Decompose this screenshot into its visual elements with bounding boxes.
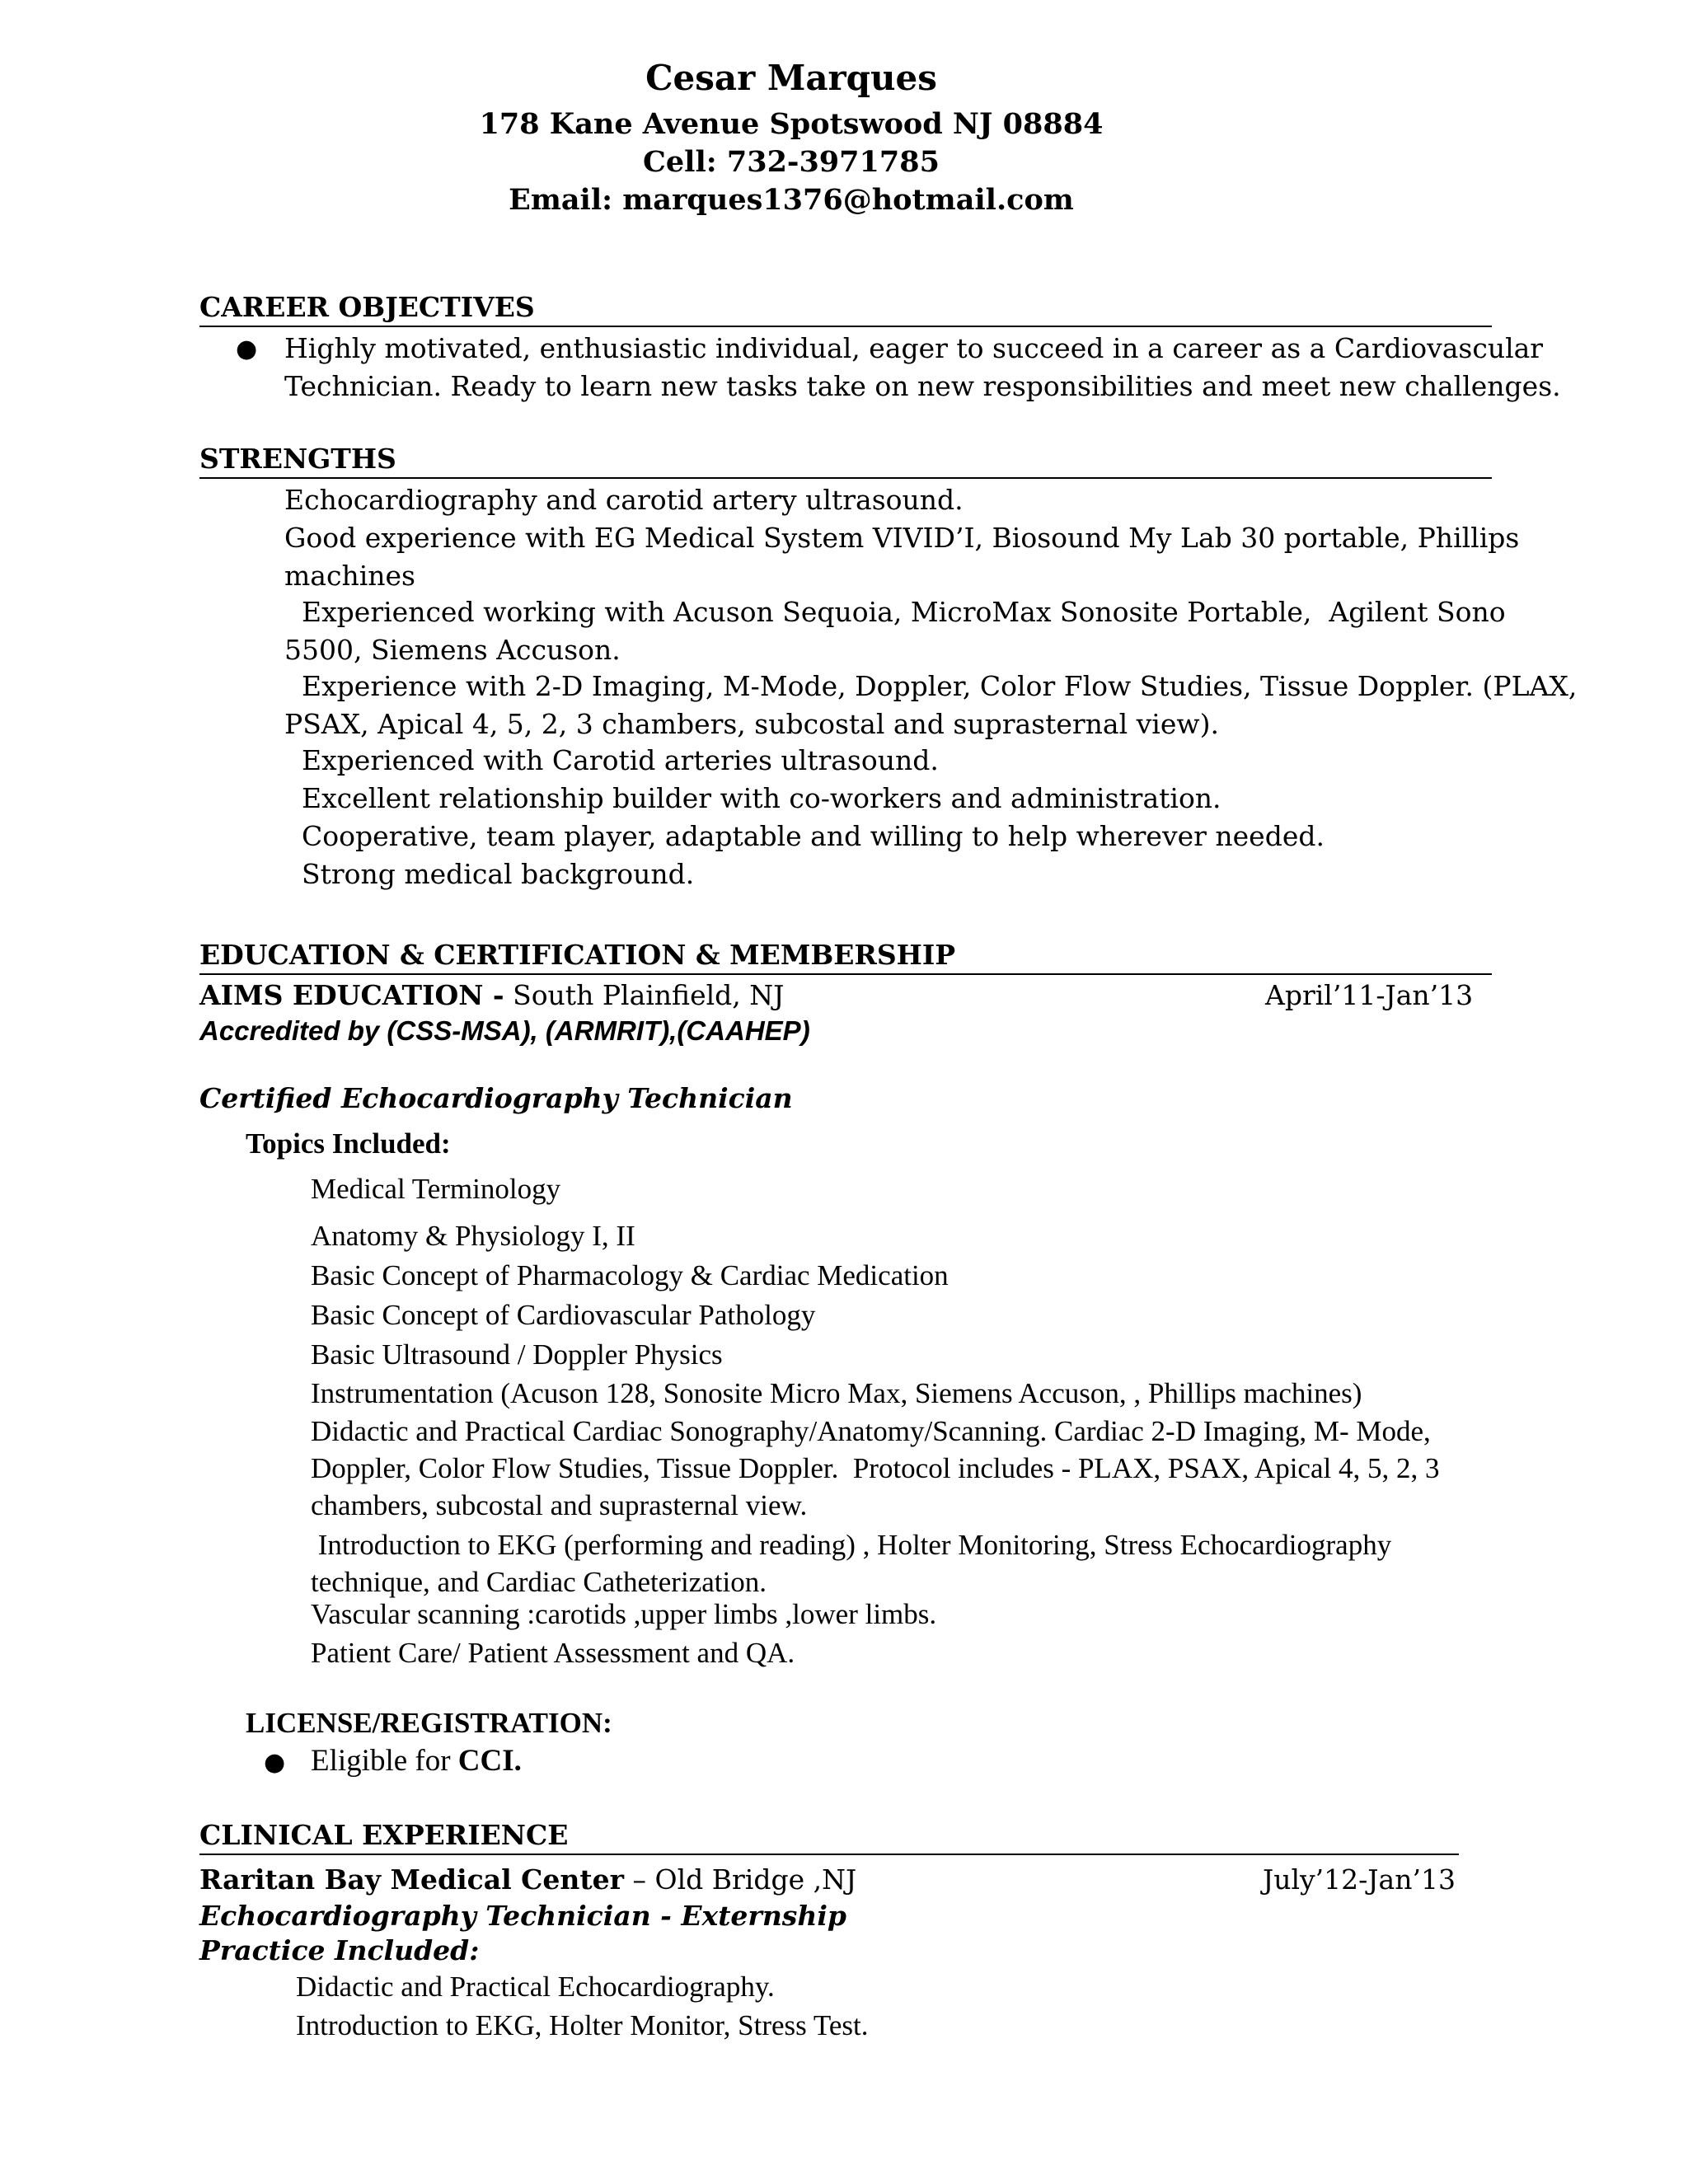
topic-item-line: Medical Terminology [311,1173,561,1205]
employer-location: – Old Bridge ,NJ [624,1863,857,1896]
strength-item-line: Experienced working with Acuson Sequoia, MicroMax Sonosite Portable, Agilent Sono [284,596,1506,628]
employer-line [199,1861,856,1899]
topic-item-line: Instrumentation (Acuson 128, Sonosite Micro Max, Siemens Accuson, , Phillips machines) [311,1377,1362,1409]
strength-item-line: Excellent relationship builder with co-workers and administration. [284,782,1221,814]
school-dates: April’11-Jan’13 [1265,979,1474,1011]
address: 178 Kane Avenue Spotswood NJ 08884 [479,107,1104,141]
employer-name: Raritan Bay Medical Center [199,1863,625,1896]
career-objective-line-2: Technician. Ready to learn new tasks take on new responsibilities and meet new challenges. [284,370,1561,402]
education-heading: EDUCATION & CERTIFICATION & MEMBERSHIP [199,939,1492,975]
strength-item-line: Cooperative, team player, adaptable and willing to help wherever needed. [284,820,1325,852]
accreditation: Accredited by (CSS-MSA), (ARMRIT),(CAAHEP) [199,1015,810,1046]
certificate-title: Certified Echocardiography Technician [199,1082,793,1114]
school-line [199,977,784,1015]
topic-item-line: technique, and Cardiac Catheterization. [311,1566,767,1598]
topic-item-line: Vascular scanning :carotids ,upper limbs ,lower limbs. [311,1598,937,1630]
license-line [311,1742,522,1780]
school-location: South Plainfield, NJ [504,979,785,1011]
topic-item-line: Basic Ultrasound / Doppler Physics [311,1338,723,1371]
strength-item-line: 5500, Siemens Accuson. [284,634,621,666]
topic-item-line: Anatomy & Physiology I, II [311,1220,635,1252]
license-prefix: Eligible for [311,1744,458,1778]
topic-item-line: Didactic and Practical Cardiac Sonography/Anatomy/Scanning. Cardiac 2-D Imaging, M- Mode, [311,1415,1431,1447]
career-objectives-heading: CAREER OBJECTIVES [199,291,1492,327]
practice-item: Introduction to EKG, Holter Monitor, Stress Test. [296,2009,869,2041]
topic-item-line: Basic Concept of Cardiovascular Pathology [311,1299,816,1331]
strength-item-line: machines [284,560,415,592]
email: Email: marques1376@hotmail.com [509,183,1074,217]
topic-item-line: Basic Concept of Pharmacology & Cardiac Medication [311,1259,949,1291]
strengths-heading: STRENGTHS [199,443,1492,479]
strength-item-line: Experience with 2-D Imaging, M-Mode, Doppler, Color Flow Studies, Tissue Doppler. (PLAX, [284,670,1578,702]
resume-name: Cesar Marques [645,58,937,98]
clinical-dates: July’12-Jan’13 [1263,1863,1456,1896]
license-heading: LICENSE/REGISTRATION: [246,1707,612,1739]
practice-heading: Practice Included: [199,1934,480,1966]
topics-heading: Topics Included: [246,1127,451,1160]
topic-item-line: Introduction to EKG (performing and reading) , Holter Monitoring, Stress Echocardiography [311,1529,1392,1561]
clinical-role: Echocardiography Technician - Externship [199,1900,846,1932]
strength-item-line: Echocardiography and carotid artery ultrasound. [284,484,964,516]
license-cert: CCI. [457,1744,522,1778]
topic-item-line: Doppler, Color Flow Studies, Tissue Doppler. Protocol includes - PLAX, PSAX, Apical 4, 5, 2, 3 [311,1452,1440,1484]
strength-item-line: Strong medical background. [284,858,695,890]
strength-item-line: Good experience with EG Medical System VIVID’I, Biosound My Lab 30 portable, Phillips [284,522,1520,554]
practice-item: Didactic and Practical Echocardiography. [296,1971,775,2003]
topic-item-line: chambers, subcostal and suprasternal view. [311,1489,808,1521]
bullet-icon: ● [236,335,258,363]
bullet-icon: ● [264,1748,286,1777]
strength-item-line: PSAX, Apical 4, 5, 2, 3 chambers, subcostal and suprasternal view). [284,708,1219,740]
career-objective-line-1: Highly motivated, enthusiastic individual, eager to succeed in a career as a Cardiovascular [284,332,1544,364]
strength-item-line: Experienced with Carotid arteries ultrasound. [284,744,939,776]
phone: Cell: 732-3971785 [643,145,940,179]
topic-item-line: Patient Care/ Patient Assessment and QA. [311,1637,795,1669]
clinical-heading: CLINICAL EXPERIENCE [199,1819,1459,1855]
school-name: AIMS EDUCATION - [199,979,504,1011]
